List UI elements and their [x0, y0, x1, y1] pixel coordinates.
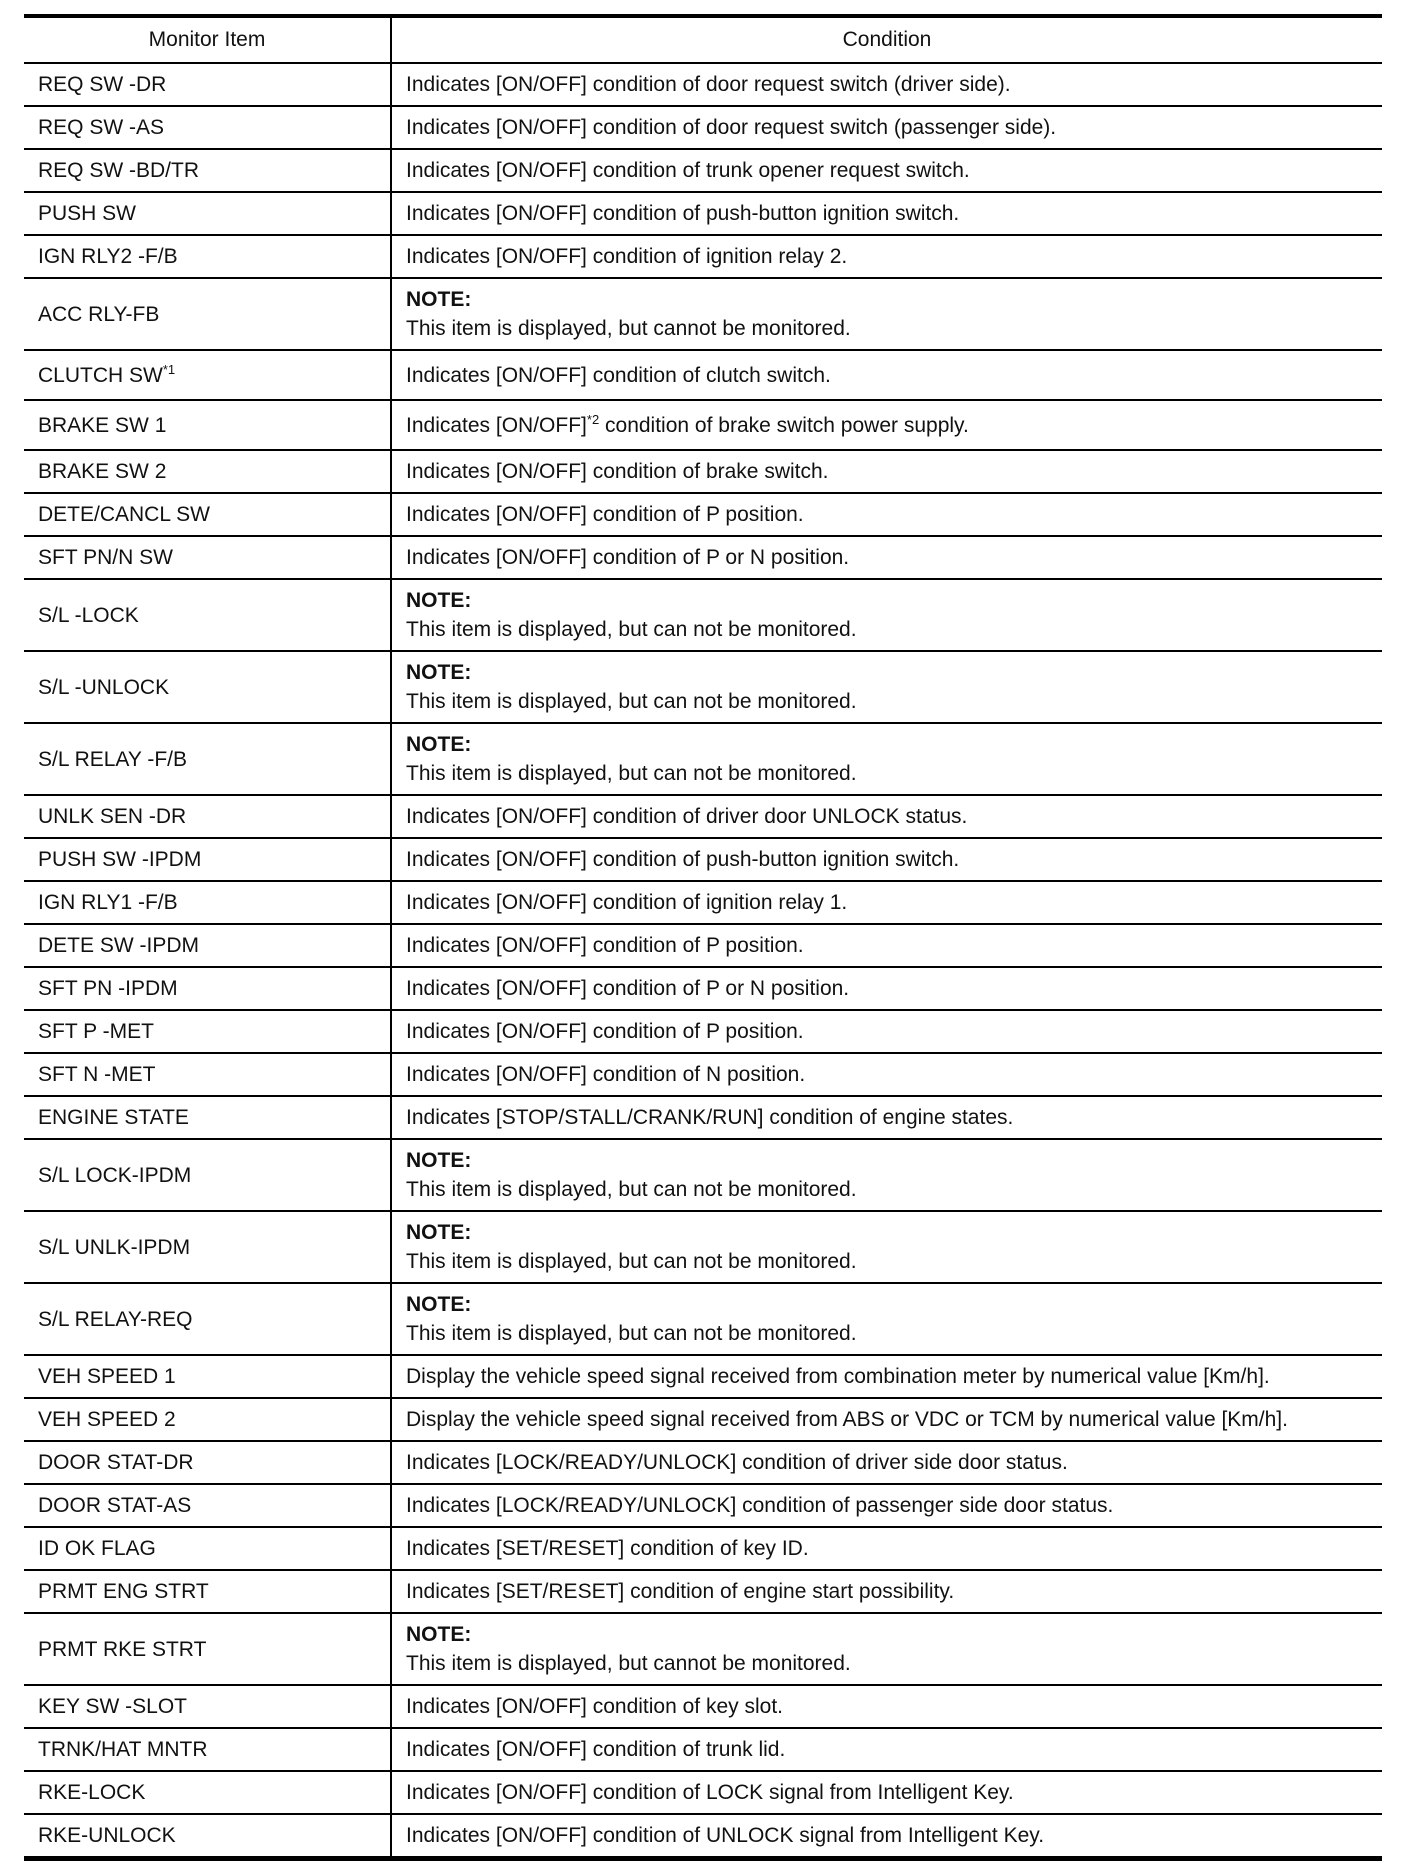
table-row — [24, 106, 1382, 149]
condition-cell — [391, 1527, 1382, 1570]
monitor-item-cell — [24, 350, 391, 400]
condition-cell — [391, 1814, 1382, 1859]
monitor-item-cell — [24, 278, 391, 350]
condition-cell — [391, 723, 1382, 795]
table-row — [24, 1484, 1382, 1527]
monitor-item-cell — [24, 1685, 391, 1728]
note-label: NOTE: — [406, 733, 472, 756]
condition-cell — [391, 1283, 1382, 1355]
monitor-item-name: S/L LOCK-IPDM — [38, 1163, 192, 1187]
condition-cell — [391, 106, 1382, 149]
monitor-item-cell — [24, 1211, 391, 1283]
condition-cell — [391, 63, 1382, 106]
monitor-item-name: SFT PN -IPDM — [38, 977, 178, 1000]
table-row — [24, 924, 1382, 967]
condition-cell — [391, 350, 1382, 400]
condition-text: This item is displayed, but can not be monitored. — [406, 1250, 857, 1273]
table-row — [24, 450, 1382, 493]
monitor-item-name: VEH SPEED 1 — [38, 1365, 176, 1388]
monitor-item-name: IGN RLY2 -F/B — [38, 245, 178, 268]
condition-cell — [391, 1728, 1382, 1771]
condition-cell — [391, 450, 1382, 493]
condition-text: Indicates [ON/OFF] condition of clutch switch. — [406, 363, 831, 387]
monitor-item-cell — [24, 838, 391, 881]
condition-text: This item is displayed, but can not be monitored. — [406, 690, 857, 713]
monitor-item-name: UNLK SEN -DR — [38, 805, 187, 828]
condition-text: Indicates [ON/OFF] condition of P or N position. — [406, 977, 850, 1000]
condition-text: Indicates [SET/RESET] condition of key ID. — [406, 1537, 809, 1560]
condition-text: Indicates [ON/OFF] condition of P position. — [406, 934, 804, 957]
monitor-item-cell — [24, 967, 391, 1010]
table-row — [24, 493, 1382, 536]
condition-text: Indicates [SET/RESET] condition of engine start possibility. — [406, 1580, 955, 1603]
monitor-item-cell — [24, 579, 391, 651]
footnote-ref: *2 — [586, 411, 600, 427]
monitor-item-cell — [24, 1527, 391, 1570]
condition-cell — [391, 1010, 1382, 1053]
condition-cell — [391, 1570, 1382, 1613]
table-row — [24, 1283, 1382, 1355]
condition-text: This item is displayed, but can not be monitored. — [406, 762, 857, 785]
monitor-item-name: REQ SW -BD/TR — [38, 159, 199, 182]
note-label: NOTE: — [406, 1623, 472, 1646]
table-row — [24, 1771, 1382, 1814]
monitor-item-name: S/L RELAY -F/B — [38, 747, 187, 771]
monitor-item-cell — [24, 1728, 391, 1771]
monitor-item-cell — [24, 1814, 391, 1859]
condition-text: Indicates [ON/OFF] condition of LOCK signal from Intelligent Key. — [406, 1781, 1014, 1804]
condition-text: Indicates [ON/OFF] condition of P position. — [406, 1020, 804, 1043]
monitor-item-name: S/L UNLK-IPDM — [38, 1235, 191, 1259]
condition-text: Indicates [ON/OFF] condition of trunk opener request switch. — [406, 159, 970, 182]
table-row — [24, 1570, 1382, 1613]
condition-cell — [391, 1139, 1382, 1211]
monitor-item-name: SFT PN/N SW — [38, 546, 173, 569]
condition-text: Indicates [ON/OFF] condition of door request switch (passenger side). — [406, 116, 1057, 139]
condition-text: Indicates [ON/OFF] condition of P position. — [406, 503, 804, 526]
monitor-item-cell — [24, 1771, 391, 1814]
condition-cell — [391, 1771, 1382, 1814]
condition-text: This item is displayed, but can not be monitored. — [406, 1178, 857, 1201]
condition-cell — [391, 1398, 1382, 1441]
monitor-item-cell — [24, 924, 391, 967]
monitor-item-name: S/L -UNLOCK — [38, 675, 170, 699]
table-row — [24, 1096, 1382, 1139]
condition-text: Indicates [LOCK/READY/UNLOCK] condition of driver side door status. — [406, 1451, 1068, 1474]
monitor-item-name: DETE/CANCL SW — [38, 503, 210, 526]
note-label: NOTE: — [406, 589, 472, 612]
table-row — [24, 192, 1382, 235]
condition-text: Indicates [ON/OFF] condition of N position. — [406, 1063, 806, 1086]
table-row — [24, 579, 1382, 651]
monitor-item-cell — [24, 651, 391, 723]
monitor-item-name: CLUTCH SW — [38, 363, 163, 387]
table-row — [24, 651, 1382, 723]
monitor-item-cell — [24, 1398, 391, 1441]
monitor-item-name: PRMT ENG STRT — [38, 1580, 209, 1603]
monitor-item-name: DOOR STAT-DR — [38, 1451, 194, 1474]
monitor-item-cell — [24, 1139, 391, 1211]
monitor-item-name: S/L -LOCK — [38, 603, 139, 627]
condition-text: Indicates [ON/OFF] condition of P or N position. — [406, 546, 850, 569]
monitor-item-name: ENGINE STATE — [38, 1106, 189, 1129]
table-row — [24, 149, 1382, 192]
condition-cell — [391, 235, 1382, 278]
condition-text: Indicates [ON/OFF] condition of push-button ignition switch. — [406, 202, 960, 225]
table-row — [24, 1441, 1382, 1484]
condition-cell — [391, 1441, 1382, 1484]
table-row — [24, 1527, 1382, 1570]
table-header-row — [24, 16, 1382, 63]
condition-cell — [391, 1053, 1382, 1096]
table-row — [24, 1139, 1382, 1211]
header-condition: Condition — [391, 16, 1382, 63]
monitor-item-cell — [24, 493, 391, 536]
table-row — [24, 235, 1382, 278]
condition-text-prefix: Indicates [ON/OFF] — [406, 413, 587, 437]
monitor-item-name: DETE SW -IPDM — [38, 934, 199, 957]
monitor-item-name: RKE-UNLOCK — [38, 1824, 176, 1847]
note-label: NOTE: — [406, 661, 472, 684]
condition-text: Indicates [ON/OFF] condition of door request switch (driver side). — [406, 73, 1011, 96]
monitor-item-cell — [24, 450, 391, 493]
table-row — [24, 1211, 1382, 1283]
condition-text: Display the vehicle speed signal received from combination meter by numerical value [Km/h]. — [406, 1365, 1270, 1388]
monitor-item-name: REQ SW -DR — [38, 73, 167, 96]
monitor-item-name: SFT P -MET — [38, 1020, 154, 1043]
table-row — [24, 278, 1382, 350]
monitor-item-name: BRAKE SW 1 — [38, 413, 167, 437]
condition-cell — [391, 536, 1382, 579]
table-row — [24, 1613, 1382, 1685]
monitor-item-cell — [24, 1096, 391, 1139]
monitor-item-name: PUSH SW -IPDM — [38, 848, 202, 871]
condition-cell — [391, 795, 1382, 838]
condition-cell — [391, 149, 1382, 192]
condition-text: This item is displayed, but cannot be monitored. — [406, 1652, 851, 1675]
monitor-item-name: PUSH SW — [38, 202, 137, 225]
condition-text: Indicates [ON/OFF] condition of key slot. — [406, 1695, 783, 1718]
table-row — [24, 1814, 1382, 1859]
monitor-item-name: ACC RLY-FB — [38, 302, 160, 326]
table-row — [24, 881, 1382, 924]
table-row — [24, 967, 1382, 1010]
condition-text: Indicates [ON/OFF] condition of brake switch. — [406, 460, 829, 483]
condition-cell — [391, 400, 1382, 450]
condition-cell — [391, 493, 1382, 536]
condition-text: Indicates [LOCK/READY/UNLOCK] condition of passenger side door status. — [406, 1494, 1114, 1517]
monitor-item-name: REQ SW -AS — [38, 116, 165, 139]
monitor-item-name: PRMT RKE STRT — [38, 1637, 207, 1661]
condition-text: condition of brake switch power supply. — [599, 413, 969, 437]
monitor-item-cell — [24, 881, 391, 924]
condition-cell — [391, 1613, 1382, 1685]
condition-cell — [391, 1355, 1382, 1398]
monitor-item-cell — [24, 235, 391, 278]
table-row — [24, 795, 1382, 838]
table-row — [24, 1728, 1382, 1771]
note-label: NOTE: — [406, 1293, 472, 1316]
table-body — [24, 63, 1382, 1859]
condition-text: This item is displayed, but can not be monitored. — [406, 1322, 857, 1345]
table-row — [24, 63, 1382, 106]
table-row — [24, 536, 1382, 579]
condition-cell — [391, 278, 1382, 350]
table-row — [24, 838, 1382, 881]
monitor-item-cell — [24, 149, 391, 192]
monitor-item-name: SFT N -MET — [38, 1063, 156, 1086]
table-row — [24, 1053, 1382, 1096]
condition-cell — [391, 967, 1382, 1010]
table-row — [24, 400, 1382, 450]
condition-cell — [391, 1096, 1382, 1139]
monitor-item-name: RKE-LOCK — [38, 1781, 146, 1804]
monitor-item-cell — [24, 1010, 391, 1053]
condition-cell — [391, 192, 1382, 235]
condition-text: Indicates [ON/OFF] condition of push-button ignition switch. — [406, 848, 960, 871]
note-label: NOTE: — [406, 1221, 472, 1244]
condition-text: This item is displayed, but can not be monitored. — [406, 618, 857, 641]
monitor-item-cell — [24, 1283, 391, 1355]
monitor-item-name: BRAKE SW 2 — [38, 460, 167, 483]
monitor-item-name: VEH SPEED 2 — [38, 1408, 176, 1431]
monitor-item-name: ID OK FLAG — [38, 1537, 156, 1560]
condition-cell — [391, 651, 1382, 723]
condition-text: Indicates [ON/OFF] condition of ignition relay 2. — [406, 245, 848, 268]
condition-cell — [391, 579, 1382, 651]
condition-text: Display the vehicle speed signal received from ABS or VDC or TCM by numerical value [Km/h]. — [406, 1408, 1288, 1431]
header-monitor-item: Monitor Item — [24, 16, 391, 63]
note-label: NOTE: — [406, 1149, 472, 1172]
table-row — [24, 1355, 1382, 1398]
condition-cell — [391, 1211, 1382, 1283]
table-row — [24, 1398, 1382, 1441]
monitor-item-name: KEY SW -SLOT — [38, 1695, 187, 1718]
monitor-item-cell — [24, 63, 391, 106]
monitor-item-cell — [24, 1613, 391, 1685]
condition-cell — [391, 1484, 1382, 1527]
monitor-item-cell — [24, 1355, 391, 1398]
monitor-item-table — [24, 14, 1382, 1861]
monitor-item-cell — [24, 1484, 391, 1527]
monitor-item-name: DOOR STAT-AS — [38, 1494, 192, 1517]
footnote-ref: *1 — [162, 361, 176, 377]
monitor-item-name: TRNK/HAT MNTR — [38, 1738, 208, 1761]
condition-text: Indicates [ON/OFF] condition of UNLOCK signal from Intelligent Key. — [406, 1824, 1045, 1847]
monitor-item-cell — [24, 106, 391, 149]
monitor-item-cell — [24, 536, 391, 579]
condition-cell — [391, 924, 1382, 967]
condition-cell — [391, 1685, 1382, 1728]
monitor-item-cell — [24, 400, 391, 450]
monitor-item-cell — [24, 1570, 391, 1613]
condition-text: Indicates [ON/OFF] condition of trunk lid. — [406, 1738, 786, 1761]
monitor-item-cell — [24, 723, 391, 795]
monitor-item-cell — [24, 1053, 391, 1096]
condition-cell — [391, 881, 1382, 924]
monitor-item-cell — [24, 192, 391, 235]
table-row — [24, 1685, 1382, 1728]
monitor-item-name: S/L RELAY-REQ — [38, 1307, 193, 1331]
condition-text: This item is displayed, but cannot be monitored. — [406, 317, 851, 340]
condition-text: Indicates [ON/OFF] condition of ignition relay 1. — [406, 891, 848, 914]
table-row — [24, 723, 1382, 795]
condition-cell — [391, 838, 1382, 881]
monitor-item-cell — [24, 1441, 391, 1484]
table-row — [24, 350, 1382, 400]
table-row — [24, 1010, 1382, 1053]
monitor-item-cell — [24, 795, 391, 838]
condition-text: Indicates [STOP/STALL/CRANK/RUN] condition of engine states. — [406, 1106, 1014, 1129]
condition-text: Indicates [ON/OFF] condition of driver door UNLOCK status. — [406, 805, 968, 828]
note-label: NOTE: — [406, 288, 472, 311]
monitor-item-name: IGN RLY1 -F/B — [38, 891, 178, 914]
